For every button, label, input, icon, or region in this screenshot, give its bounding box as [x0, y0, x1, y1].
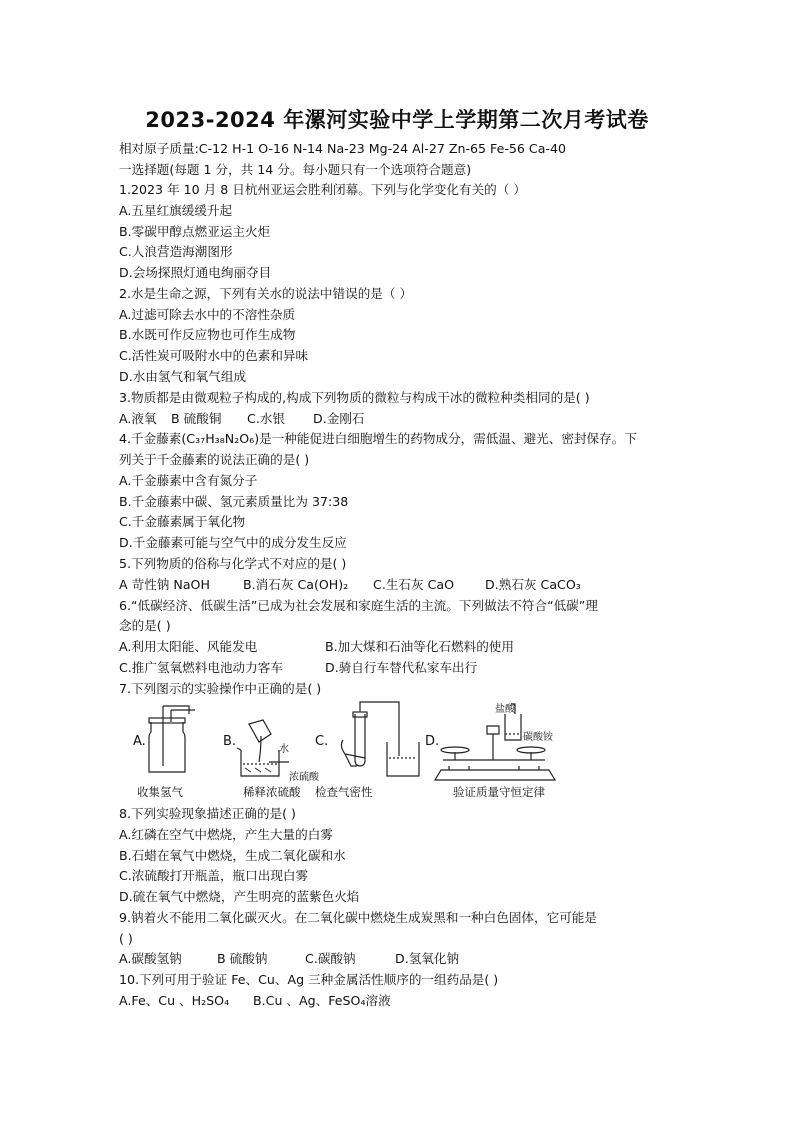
fig-d-caption: 验证质量守恒定律: [453, 785, 545, 799]
q2-option-d: D.水由氢气和氧气组成: [119, 369, 247, 384]
q9-options: [119, 951, 459, 967]
q6-stem-line2: 念的是( ): [119, 618, 171, 633]
fig-d-letter: D.: [425, 734, 440, 749]
q1-stem: 1.2023 年 10 月 8 日杭州亚运会胜利闭幕。下列与化学变化有关的（ ）: [119, 182, 526, 197]
q10-stem: 10.下列可用于验证 Fe、Cu、Ag 三种金属活性顺序的一组药品是( ): [119, 972, 499, 987]
q4-option-b: B.千金藤素中碳、氢元素质量比为 37:38: [119, 494, 349, 509]
q1-option-b: B.零碳甲醇点燃亚运主火炬: [119, 224, 271, 239]
fig-b-water-label: 水: [279, 744, 289, 755]
page-title: 2023-2024 年漯河实验中学上学期第二次月考试卷: [145, 108, 649, 132]
q1-option-c: C.人浪营造海潮图形: [119, 244, 233, 259]
section-heading: 一选择题(每题 1 分，共 14 分。每小题只有一个选项符合题意): [119, 162, 472, 177]
q3-stem: 3.物质都是由微观粒子构成的,构成下列物质的微粒与构成干冰的微粒种类相同的是( ): [119, 390, 590, 405]
q3-option-c: C.水银: [247, 411, 286, 426]
q4-stem-line2: 列关于千金藤素的说法正确的是( ): [119, 452, 310, 467]
q5-option-d: D.熟石灰 CaCO₃: [485, 577, 581, 592]
q3-options: [119, 411, 365, 427]
q2-option-c: C.活性炭可吸附水中的色素和异味: [119, 348, 309, 363]
atomic-mass-line: 相对原子质量:C-12 H-1 O-16 N-14 Na-23 Mg-24 Al-27 Zn-65 Fe-56 Ca-40: [119, 141, 566, 156]
q1-option-a: A.五星红旗缓缓升起: [119, 203, 233, 218]
q4-option-a: A.千金藤素中含有氮分子: [119, 473, 258, 488]
q5-option-b: B.消石灰 Ca(OH)₂: [243, 577, 349, 592]
q7-figure: [119, 700, 559, 804]
q8-option-a: A.红磷在空气中燃烧，产生大量的白雾: [119, 827, 333, 842]
q1-option-d: D.会场探照灯通电绚丽夺目: [119, 265, 272, 280]
q3-option-b: B 硫酸铜: [171, 411, 222, 426]
gas-bottle-a: [149, 706, 195, 772]
q5-options: [119, 577, 581, 593]
q2-option-b: B.水既可作反应物也可作生成物: [119, 327, 296, 342]
q6-options-row1: [119, 639, 514, 655]
q8-option-b: B.石蜡在氧气中燃烧，生成二氧化碳和水: [119, 848, 346, 863]
q4-option-c: C.千金藤素属于氧化物: [119, 514, 246, 529]
fig-c-letter: C.: [315, 734, 329, 749]
q3-option-d: D.金刚石: [313, 411, 365, 426]
airtight-check-c: [341, 702, 419, 776]
q10-option-a: A.Fe、Cu 、H₂SO₄: [119, 993, 230, 1008]
q2-option-a: A.过滤可除去水中的不溶性杂质: [119, 307, 296, 322]
fig-d-hcl-label: 盐酸: [495, 704, 515, 715]
q6-option-c: C.推广氢氧燃料电池动力客车: [119, 660, 283, 675]
fig-b-letter: B.: [223, 734, 237, 749]
q8-stem: 8.下列实验现象描述正确的是( ): [119, 806, 296, 821]
q6-options-row2: [119, 660, 477, 676]
fig-a-caption: 收集氢气: [137, 785, 183, 799]
q10-option-b: B.Cu 、Ag、FeSO₄溶液: [253, 993, 391, 1008]
q8-option-c: C.浓硫酸打开瓶盖，瓶口出现白雾: [119, 868, 309, 883]
q3-option-a: A.液氧: [119, 411, 157, 426]
q4-stem-line1: 4.千金藤素(C₃₇H₃₈N₂O₆)是一种能促进白细胞增生的药物成分，需低温、避光、密封保存。下: [119, 431, 637, 446]
fig-d-salt-label: 碳酸铵: [523, 732, 553, 743]
q8-option-d: D.硫在氧气中燃烧，产生明亮的蓝紫色火焰: [119, 889, 360, 904]
q9-option-a: A.碳酸氢钠: [119, 951, 182, 966]
q6-option-d: D.骑自行车替代私家车出行: [325, 660, 478, 675]
q6-option-b: B.加大煤和石油等化石燃料的使用: [325, 639, 514, 654]
q7-stem: 7.下列图示的实验操作中正确的是( ): [119, 681, 322, 696]
fig-a-letter: A.: [133, 734, 146, 749]
fig-c-caption: 检查气密性: [315, 785, 373, 799]
q9-option-d: D.氢氧化钠: [395, 951, 460, 966]
q4-option-d: D.千金藤素可能与空气中的成分发生反应: [119, 535, 347, 550]
q5-option-c: C.生石灰 CaO: [373, 577, 455, 592]
q5-option-a: A 苛性钠 NaOH: [119, 577, 210, 592]
q9-stem-line1: 9.钠着火不能用二氧化碳灭火。在二氧化碳中燃烧生成炭黑和一种白色固体，它可能是: [119, 910, 597, 925]
q9-option-c: C.碳酸钠: [305, 951, 356, 966]
q5-stem: 5.下列物质的俗称与化学式不对应的是( ): [119, 556, 347, 571]
fig-b-acid-label: 浓硫酸: [289, 772, 319, 783]
q9-option-b: B 硫酸钠: [217, 951, 268, 966]
q6-option-a: A.利用太阳能、风能发电: [119, 639, 258, 654]
q9-stem-line2: ( ): [119, 931, 133, 946]
q6-stem-line1: 6.“低碳经济、低碳生活”已成为社会发展和家庭生活的主流。下列做法不符合“低碳”理: [119, 598, 598, 613]
fig-b-caption: 稀释浓硫酸: [243, 785, 301, 799]
q2-stem: 2.水是生命之源，下列有关水的说法中错误的是（ ）: [119, 286, 413, 301]
q10-options: [119, 993, 391, 1009]
